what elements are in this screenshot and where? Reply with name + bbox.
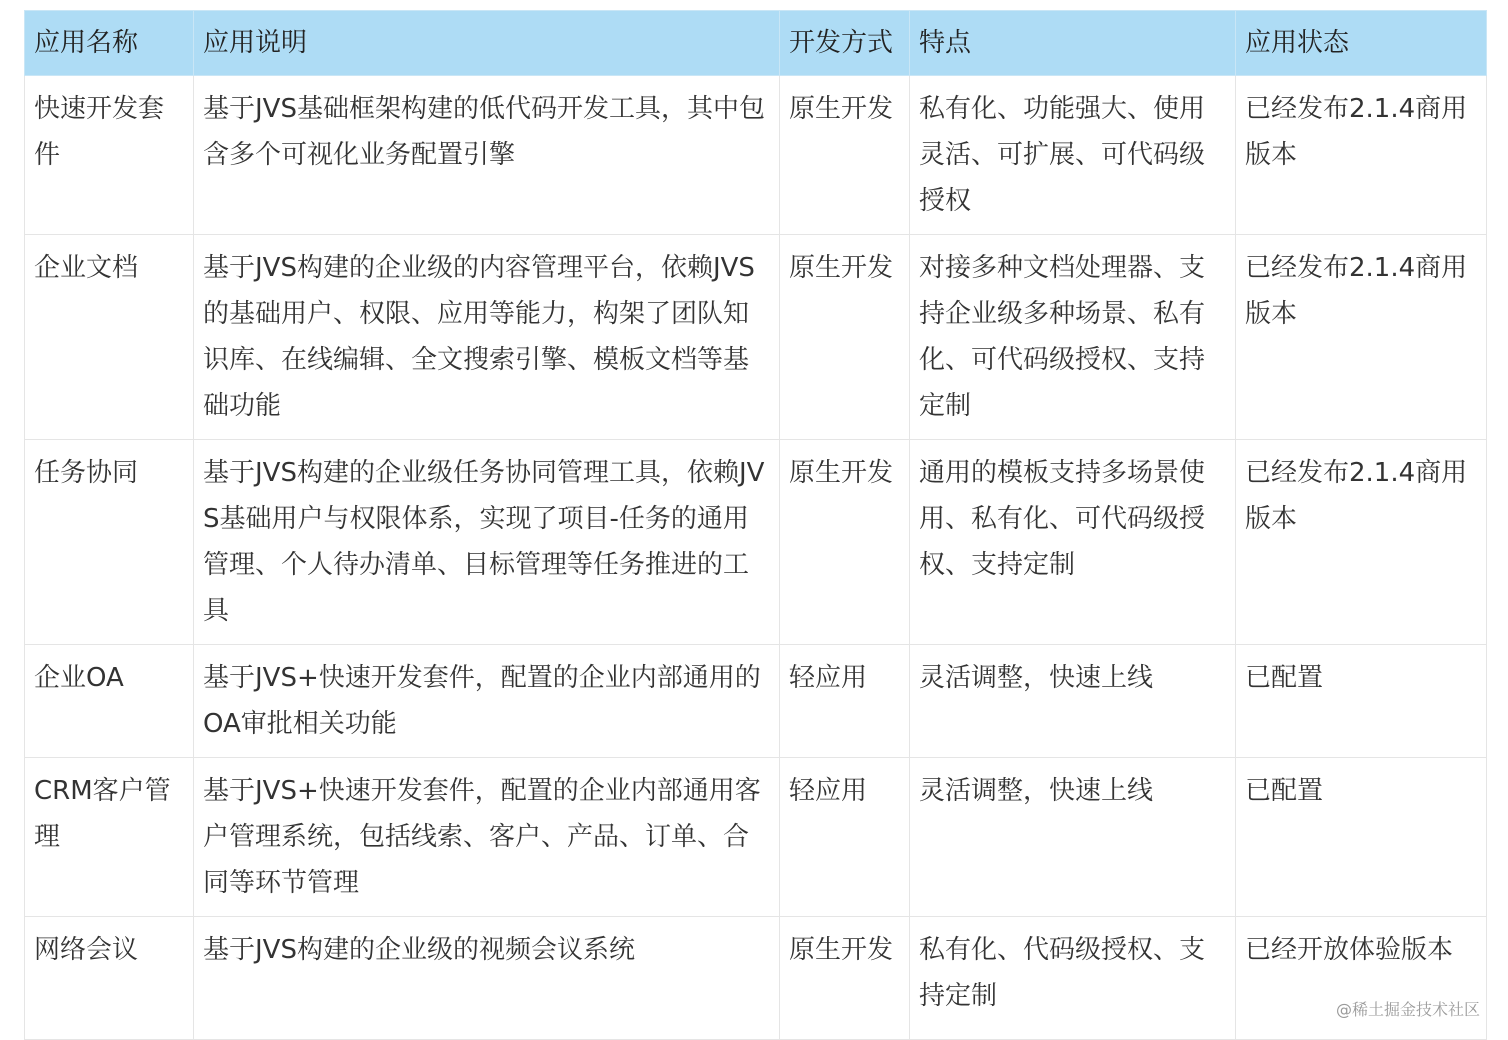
cell-app-status: 已经发布2.1.4商用版本 [1236, 440, 1487, 645]
cell-app-description: 基于JVS基础框架构建的低代码开发工具，其中包含多个可视化业务配置引擎 [194, 76, 780, 235]
cell-dev-method: 原生开发 [780, 440, 910, 645]
table-row [25, 917, 1487, 1040]
header-app-status: 应用状态 [1236, 11, 1487, 76]
header-app-description: 应用说明 [194, 11, 780, 76]
table-header-row [25, 11, 1487, 76]
cell-app-name: CRM客户管理 [25, 758, 194, 917]
cell-dev-method: 轻应用 [780, 758, 910, 917]
cell-features: 灵活调整，快速上线 [910, 758, 1236, 917]
cell-app-name: 企业文档 [25, 235, 194, 440]
cell-features: 私有化、代码级授权、支持定制 [910, 917, 1236, 1040]
table-row [25, 440, 1487, 645]
table-row [25, 758, 1487, 917]
watermark: @稀土掘金技术社区 [1335, 1000, 1480, 1019]
cell-app-name: 企业OA [25, 645, 194, 758]
table-row [25, 76, 1487, 235]
header-app-name: 应用名称 [25, 11, 194, 76]
cell-app-name: 网络会议 [25, 917, 194, 1040]
table-row [25, 235, 1487, 440]
cell-app-status: 已配置 [1236, 645, 1487, 758]
cell-dev-method: 原生开发 [780, 235, 910, 440]
cell-app-description: 基于JVS+快速开发套件，配置的企业内部通用客户管理系统，包括线索、客户、产品、订单、合同等环节管理 [194, 758, 780, 917]
cell-app-status: 已经发布2.1.4商用版本 [1236, 235, 1487, 440]
applications-table [24, 10, 1487, 1040]
cell-app-description: 基于JVS构建的企业级的视频会议系统 [194, 917, 780, 1040]
cell-app-status: 已配置 [1236, 758, 1487, 917]
cell-app-name: 任务协同 [25, 440, 194, 645]
cell-dev-method: 轻应用 [780, 645, 910, 758]
cell-app-status: 已经发布2.1.4商用版本 [1236, 76, 1487, 235]
applications-table-container [24, 10, 1486, 1040]
cell-app-name: 快速开发套件 [25, 76, 194, 235]
cell-dev-method: 原生开发 [780, 917, 910, 1040]
cell-features: 对接多种文档处理器、支持企业级多种场景、私有化、可代码级授权、支持定制 [910, 235, 1236, 440]
header-features: 特点 [910, 11, 1236, 76]
cell-features: 灵活调整，快速上线 [910, 645, 1236, 758]
cell-dev-method: 原生开发 [780, 76, 910, 235]
cell-app-description: 基于JVS构建的企业级的内容管理平台，依赖JVS的基础用户、权限、应用等能力，构架了团队知识库、在线编辑、全文搜索引擎、模板文档等基础功能 [194, 235, 780, 440]
header-dev-method: 开发方式 [780, 11, 910, 76]
table-row [25, 645, 1487, 758]
cell-features: 私有化、功能强大、使用灵活、可扩展、可代码级授权 [910, 76, 1236, 235]
cell-features: 通用的模板支持多场景使用、私有化、可代码级授权、支持定制 [910, 440, 1236, 645]
cell-app-status: 已经开放体验版本 [1236, 917, 1487, 1040]
cell-app-description: 基于JVS构建的企业级任务协同管理工具，依赖JVS基础用户与权限体系，实现了项目-任务的通用管理、个人待办清单、目标管理等任务推进的工具 [194, 440, 780, 645]
cell-app-description: 基于JVS+快速开发套件，配置的企业内部通用的OA审批相关功能 [194, 645, 780, 758]
